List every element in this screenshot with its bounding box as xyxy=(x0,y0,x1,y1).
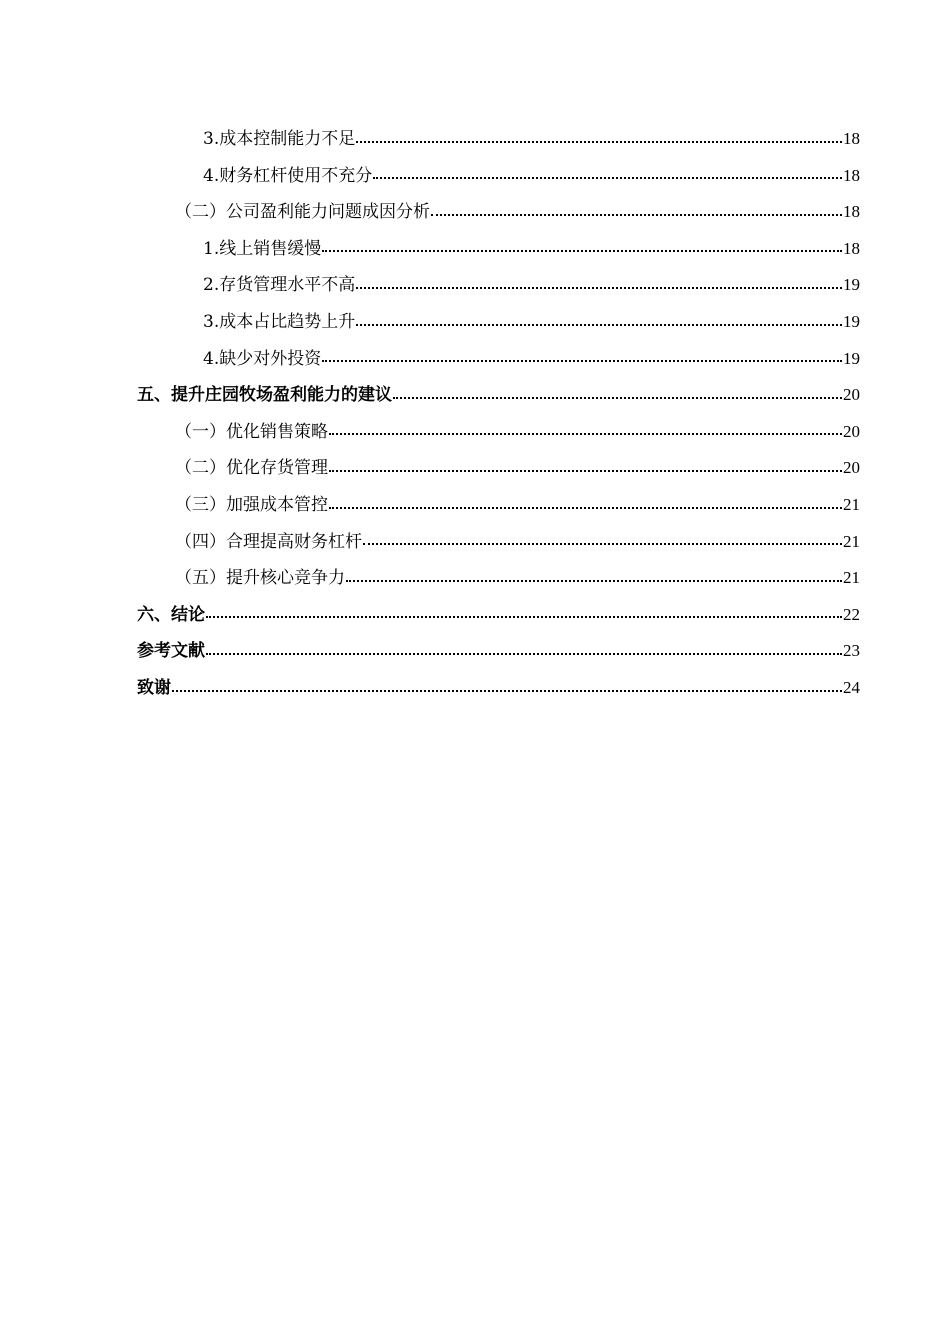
toc-page-number: 19 xyxy=(843,311,860,331)
toc-entry[interactable] xyxy=(137,121,860,158)
toc-dot-leader xyxy=(346,578,842,582)
toc-entry-title: 2.存货管理水平不高 xyxy=(203,275,356,296)
toc-page-number: 20 xyxy=(843,421,860,441)
toc-dot-leader xyxy=(206,651,842,655)
toc-page-number: 19 xyxy=(843,348,860,368)
toc-dot-leader xyxy=(356,285,842,289)
toc-dot-leader xyxy=(356,139,842,143)
toc-entry[interactable] xyxy=(137,597,860,634)
toc-page-number: 20 xyxy=(843,385,860,405)
toc-entry[interactable] xyxy=(137,487,860,524)
toc-entry[interactable] xyxy=(137,231,860,268)
toc-dot-leader xyxy=(373,175,842,179)
toc-dot-leader xyxy=(393,395,842,399)
toc-dot-leader xyxy=(431,212,842,216)
toc-entry[interactable] xyxy=(137,670,860,707)
toc-entry-title: 4.缺少对外投资 xyxy=(203,348,322,369)
toc-entry[interactable] xyxy=(137,194,860,231)
toc-entry-title: 参考文献 xyxy=(137,641,205,662)
toc-entry-title: 致谢 xyxy=(137,677,171,698)
toc-entry[interactable] xyxy=(137,524,860,561)
toc-entry[interactable] xyxy=(137,414,860,451)
toc-entry[interactable] xyxy=(137,267,860,304)
toc-entry[interactable] xyxy=(137,450,860,487)
toc-page-number: 18 xyxy=(843,129,860,148)
toc-dot-leader xyxy=(356,322,842,326)
toc-entry-title: 六、结论 xyxy=(137,604,205,625)
toc-entry[interactable] xyxy=(137,377,860,414)
toc-entry[interactable] xyxy=(137,158,860,195)
toc-page-number: 24 xyxy=(843,677,860,697)
toc-page-number: 21 xyxy=(843,494,860,514)
toc-entry-title: 4.财务杠杆使用不充分 xyxy=(203,165,373,186)
toc-page-number: 21 xyxy=(843,568,860,588)
toc-entry-title: （五）提升核心竞争力 xyxy=(175,568,345,589)
toc-dot-leader xyxy=(329,431,842,435)
toc-dot-leader xyxy=(329,468,842,472)
toc-page-number: 18 xyxy=(843,202,860,222)
toc-entry-title: （三）加强成本管控 xyxy=(175,494,328,515)
table-of-contents xyxy=(137,121,860,707)
toc-dot-leader xyxy=(172,688,842,692)
toc-entry-title: 3.成本占比趋势上升 xyxy=(203,311,356,332)
toc-page-number: 21 xyxy=(843,531,860,551)
toc-dot-leader xyxy=(363,541,842,545)
toc-dot-leader xyxy=(206,614,842,618)
toc-page-number: 23 xyxy=(843,641,860,661)
toc-entry-title: 五、提升庄园牧场盈利能力的建议 xyxy=(137,385,392,406)
toc-dot-leader xyxy=(322,358,842,362)
toc-page-number: 19 xyxy=(843,275,860,295)
toc-entry-title: （二）优化存货管理 xyxy=(175,458,328,479)
toc-page-number: 18 xyxy=(843,238,860,258)
toc-entry-title: （一）优化销售策略 xyxy=(175,421,328,442)
toc-page-number: 22 xyxy=(843,604,860,624)
toc-entry-title: （二）公司盈利能力问题成因分析 xyxy=(175,202,430,223)
toc-entry[interactable] xyxy=(137,560,860,597)
toc-entry[interactable] xyxy=(137,341,860,378)
toc-page-number: 20 xyxy=(843,458,860,478)
toc-dot-leader xyxy=(329,505,842,509)
toc-entry-title: （四）合理提高财务杠杆 xyxy=(175,531,362,552)
toc-entry-title: 1.线上销售缓慢 xyxy=(203,238,322,259)
toc-entry-title: 3.成本控制能力不足 xyxy=(203,129,356,149)
toc-page-number: 18 xyxy=(843,165,860,185)
toc-entry[interactable] xyxy=(137,633,860,670)
toc-dot-leader xyxy=(322,248,842,252)
toc-entry[interactable] xyxy=(137,304,860,341)
